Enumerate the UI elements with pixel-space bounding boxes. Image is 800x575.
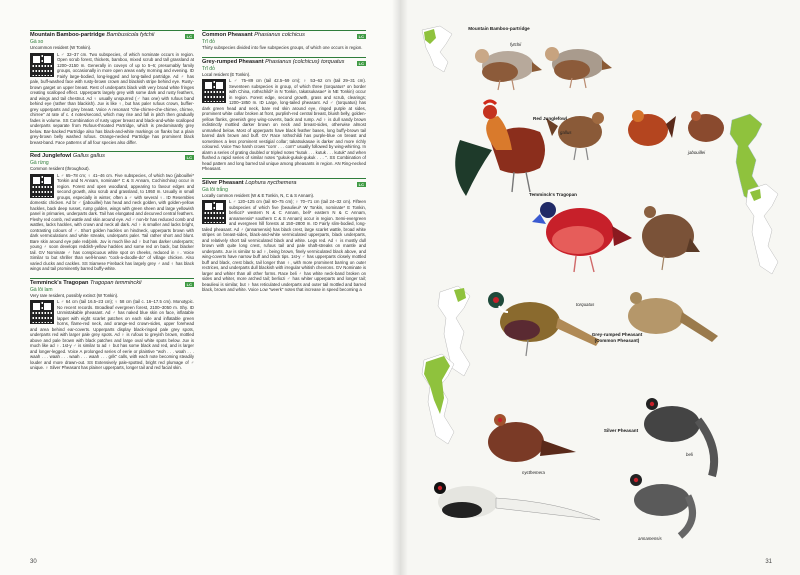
species-description: L ♂ 120–125 cm (tail 60–75 cm); ♀ 70–71 cm (tail 24–32 cm). Fifteen subspecies of which five (beaulieui* W Tonkin, nominate* E Tonkin, berliozi* western N & C Annam, beli* eastern N & C Annam, annamensis* southern C & S Annam) occur in region. Semi-evergreen and evergreen hill forests at 150–2800 m. ID Fairly slim-bodied, long-tailed pheasant. Ad ♂ (annamensis) has black crest, large scarlet wattle, broad white stripes on breast-sides, black-and-white vermiculated upperparts, black underparts, and relatively short tail vermiculated black and white. Legs red. Ad ♀ is mostly dull brown with quite long crest, rufous tail and pale shaft-streaks on mantle and underparts. Juv is similar to ad ♀, being brown, finely vermiculated black above, and wing-coverts have narrow buff and black tips. 1st-y ♂ has upperparts closely mottled buff and black, crest black, tail longer than ♀, with more prominent barring on outer rectrices, and underparts dull blackish with irregular whitish chevrons. GV Nominate is larger and whiter than all other forms. Race beli ♂ has white neck-band broken on sides and whiter, more arched tail; berliozi ♂ has whiter upperparts and longer tail; beaulieui is similar, but ♀ has reticulated underparts and outer tail mottled and barred black, brown and white. Voice Low "weerk" notes that increase in speed becoming a <box>202 199 366 292</box>
species-header <box>202 57 366 66</box>
bird-illustration-silver-pheasant-annamensis-male <box>630 474 693 536</box>
vietnamese-name: Trĩ đỏ <box>202 39 215 45</box>
status-badge: LC <box>358 34 364 39</box>
plate-sci-fytchii: fytchii <box>510 42 522 47</box>
residency-status: Very rare resident, possibly extinct (W Tonkin). <box>30 292 119 298</box>
species-header <box>202 178 366 187</box>
vietnamese-name: Gà rừng <box>30 160 49 166</box>
status-badge: LC <box>186 281 192 287</box>
plate-label-main: Grey-rumped Pheasant <box>591 332 643 337</box>
plate-label-tragopan: Temminck's Tragopan <box>529 192 577 197</box>
book-gutter <box>392 0 408 575</box>
vietnamese-name: Gà lôi trắng <box>202 186 228 193</box>
range-map-tragopan <box>746 184 778 274</box>
plate-sci-nycthemera: nycthemera <box>522 470 545 475</box>
qr-code-icon[interactable] <box>30 174 54 198</box>
plate-sci-gallus: gallus <box>560 130 572 135</box>
status-badge: LC <box>186 155 192 160</box>
species-description: L ♂ 75–89 cm (tail 42.5–59 cm); ♀ 53–62 cm (tail 29–31 cm). Seventeen subspecies in group, of which three (torquatus* on border with China, rothschildi* in N Tonkin, takatsukasae* in NE Tonkin) occur in region. Forest edge, second growth, grass and scrub, clearings; 1200–1850 m. ID Large, long-tailed pheasant. Ad ♂ (torquatus) has dark green head and neck, bare red skin around eye, ringed purple at sides, prominent white collar broken at front, purplish-red central breast, bluish belly, golden-yellow flanks, greenish grey wing-coverts, back and rump. Ad ♀ is dull sandy brown indistinctly mottled darker brown on neck and breast-sides, otherwise almost unmarked below. Most of upperparts have black feather bases, long buffy-brown tail barred dark brown and buff. GV Race rothschildi has purple-blue on breast and sometimes a less prominent vestigial collar; takatsukasae is darker and more richly coloured. Voice Two harsh crows "corrr . . . corrr" usually followed by wing-whirring. In alarm a series of grating doubled or tripled notes "kutuk . . . kutuk . . . kutuk" and when flushed a rapid series of similar notes "gukuk-gukuk-gukuk . . . ". SS Combination of head pattern and long barred tail unique among pheasants in region. AN Ring-necked Pheasant. <box>202 78 366 171</box>
species-header <box>30 278 194 287</box>
plate-sci-torquatus: torquatus <box>576 302 595 307</box>
species-name: Red Junglefowl <box>30 153 72 159</box>
bird-illustration-silver-pheasant-nycthemera-male <box>434 482 600 520</box>
species-header <box>30 151 194 160</box>
bird-illustration-tragopan-male <box>532 202 632 272</box>
bird-illustration-bamboo-partridge-2 <box>545 47 612 88</box>
species-description: Thirty subspecies divided into five subspecies groups, of which one occurs in region. <box>202 45 363 50</box>
range-map-bamboo-partridge <box>422 26 452 72</box>
species-account <box>30 30 194 145</box>
text-column-2 <box>202 30 366 299</box>
species-header <box>30 30 194 39</box>
species-scientific: Gallus gallus <box>72 153 105 159</box>
residency-status: Locally common resident (W & E Tonkin, N, C & S Annam). <box>202 192 315 198</box>
right-page <box>400 0 800 575</box>
qr-code-icon[interactable] <box>30 300 54 324</box>
plate-label-red-junglefowl: Red Junglefowl <box>533 116 567 121</box>
bird-illustration-silver-pheasant-beli-male <box>644 398 714 476</box>
plate-illustrations <box>400 0 800 575</box>
species-name: Silver Pheasant <box>202 179 244 186</box>
species-name: Mountain Bamboo-partridge <box>30 32 105 38</box>
species-scientific: Tragopan temminckii <box>90 279 142 286</box>
plate-label-grey-rumped-pheasant <box>582 332 652 343</box>
page-number-right: 31 <box>765 559 772 565</box>
species-account <box>202 178 366 293</box>
status-badge: LC <box>186 34 192 39</box>
residency-status: Local resident (E Tonkin). <box>202 71 251 77</box>
vietnamese-name: Gà so <box>30 39 44 45</box>
status-badge: LC <box>358 181 364 187</box>
species-scientific: Phasianus (colchicus) torquatus <box>265 58 345 65</box>
bird-illustration-jabouillei-female <box>688 111 724 142</box>
bird-illustration-bamboo-partridge-1 <box>475 49 542 90</box>
species-scientific: Lophura nycthemera <box>245 179 297 186</box>
plate-label-bamboo-partridge: Mountain Bamboo-partridge <box>468 26 530 31</box>
qr-code-icon[interactable] <box>202 79 226 103</box>
range-map-silver-pheasant <box>422 354 454 444</box>
species-scientific: Bambusicola fytchii <box>106 32 155 38</box>
bird-illustration-silver-pheasant-beli-female <box>488 414 576 462</box>
plate-sci-jabouillei: jabouillei <box>688 150 706 155</box>
plate-sci-beli: beli <box>686 452 693 457</box>
species-account <box>202 30 366 51</box>
species-name: Grey-rumped Pheasant <box>202 58 264 65</box>
species-scientific: Phasianus colchicus <box>254 32 305 38</box>
species-header <box>202 30 366 39</box>
bird-illustration-jabouillei-male <box>628 110 676 146</box>
species-name: Temminck's Tragopan <box>30 279 89 286</box>
bird-illustration-tragopan-female <box>642 206 700 270</box>
vietnamese-name: Trĩ đỏ <box>202 65 215 72</box>
qr-code-icon[interactable] <box>202 200 226 224</box>
vietnamese-name: Gà lôi lam <box>30 286 53 293</box>
residency-status: Uncommon resident (W Tonkin). <box>30 45 92 50</box>
species-account <box>30 151 194 272</box>
plate-label-silver-pheasant: Silver Pheasant <box>603 428 639 433</box>
species-name: Common Pheasant <box>202 32 253 38</box>
species-account <box>30 278 194 371</box>
species-description: L ♂ 65–78 cm; ♀ 41–46 cm. Five subspecies, of which two (jabouillei* Tonkin and N Annam, nominate* C & S Annam, Cochinchina) occur in region. Forest and open woodland, appearing to favour edges and second growth, also scrub and grassland, to 1950 m. Usually in small groups, especially in winter, often a ♂ with several ♀. ID Resembles domestic chicken. Ad br ♂ (jabouillei) has head and neck golden, with golden-yellow hackles, back deep russet, rump golden, wings with green sheen and large yellowish panel in primaries, underparts dark. Tail has elongated and decurved central feathers. Fleshy red comb, red wattle and skin around eye. Ad ♂ non-br has reduced comb and wattles, lacks hackles, with crown and neck all dark. Ad ♀ is smaller and lacks bright, contrasting colours of ♂. Short golden hackles on hindneck, upperparts brown with dark vermiculations and white streaks, underparts paler. Tail rather short and blunt. Bare skin around eye pale red/pink. Juv is much like ad ♀ but has darker underparts; young ♂ soon develops reddish-yellow hackles and some red on back, but blacker tail. GV Nominate ♂ has conspicuous white spot on cheeks, reduced in ♀. Voice Similar to but shriller than well-known "cock-a-doodle-do" of village chicken. Also varied clucks and cackles. SS Siamese Fireback has largely grey ♂ and ♀ has black wings and tail prominently barred buffy-white. <box>30 172 194 271</box>
residency-status: Common resident (throughout). <box>30 166 90 171</box>
status-badge: LC <box>358 60 364 66</box>
species-description: L ♂ 64 cm (tail 16.5–23 cm); ♀ 58 cm (tail c. 16–17.5 cm). Monotypic. No recent records. Broadleaf evergreen forest, 2100–3050 m. Shy. ID Unmistakable pheasant. Ad ♂ has naked blue skin on face, inflatable lappet with eight scarlet patches on each side and inflatable green horns, flame-red neck, and orange-red crown-sides, upper forehead and area behind ear-coverts. Upperparts display black-ringed pale grey spots, underparts red with larger pale grey spots. Ad ♀ is rufous to greyish brown, mottled above and pale brown with black patches and large oval white spots below. Juv is much like ad ♀. 1st-y ♂ is similar to ad ♀ but has some black and red, and is larger and longer-legged. Voice A prolonged series of eerie or plaintive "woh . . . woah . . . waah . . . waah . . . waah . . . waah . . . grik" calls, with each note becoming steadily louder and more drawn-out. SS Extensively pale-spotted, bright red plumage of ♂ unique. ♀ Silver Pheasant has plainer upperparts, longer tail and red facial skin. <box>30 299 194 370</box>
plate-sci-annamensis: annamensis <box>638 536 662 541</box>
plate-label-sub: (Common Pheasant) <box>594 337 640 343</box>
text-column-1 <box>30 30 194 377</box>
page-number-left: 30 <box>30 559 37 565</box>
qr-code-icon[interactable] <box>30 53 54 77</box>
species-account <box>202 57 366 172</box>
species-description: L ♂ 32–37 cm. Two subspecies, of which nominate occurs in region. Open scrub forest, thickets, bamboo, mixed scrub and tall grassland at 1200–2150 m. Generally in coveys of up to 5–6; presumably family groups, occasionally in more open areas early morning and evening. ID Fairly large-bodied, long-legged and long-tailed partridge. Ad ♂ has pale, buff-washed face with rusty-brown crown and blackish stripe behind eye. Rusty-brown garget on upper breast. Rest of underparts black with very broad white fringes creating scalloped effect. Upperparts largely grey with some dark and rusty feathers, and wings and tail chestnut. Ad ♀ usually unspurred (♂ has one) with rufous band behind eye (rather than blackish). Juv is like ♀, but has paler rufous crown, buffier-grey upperparts and grey breast. Voice A resonant "che-chirree-che-chirree, chirree, chirree" at rate of c. 4 notes/second, which may rise and fall in pitch then gradually fades in volume. SS Combination of rusty upper breast and black-and-white scalloped underparts separate from Rufous-throated Partridge, which is predominantly grey below. Bar-backed Partridge also has black-and-white markings on flanks but a plain grey-brown belly washed rufous. Orange-necked Partridge has prominent black breast-band. Face patterns of all four species also differ. <box>30 51 194 145</box>
